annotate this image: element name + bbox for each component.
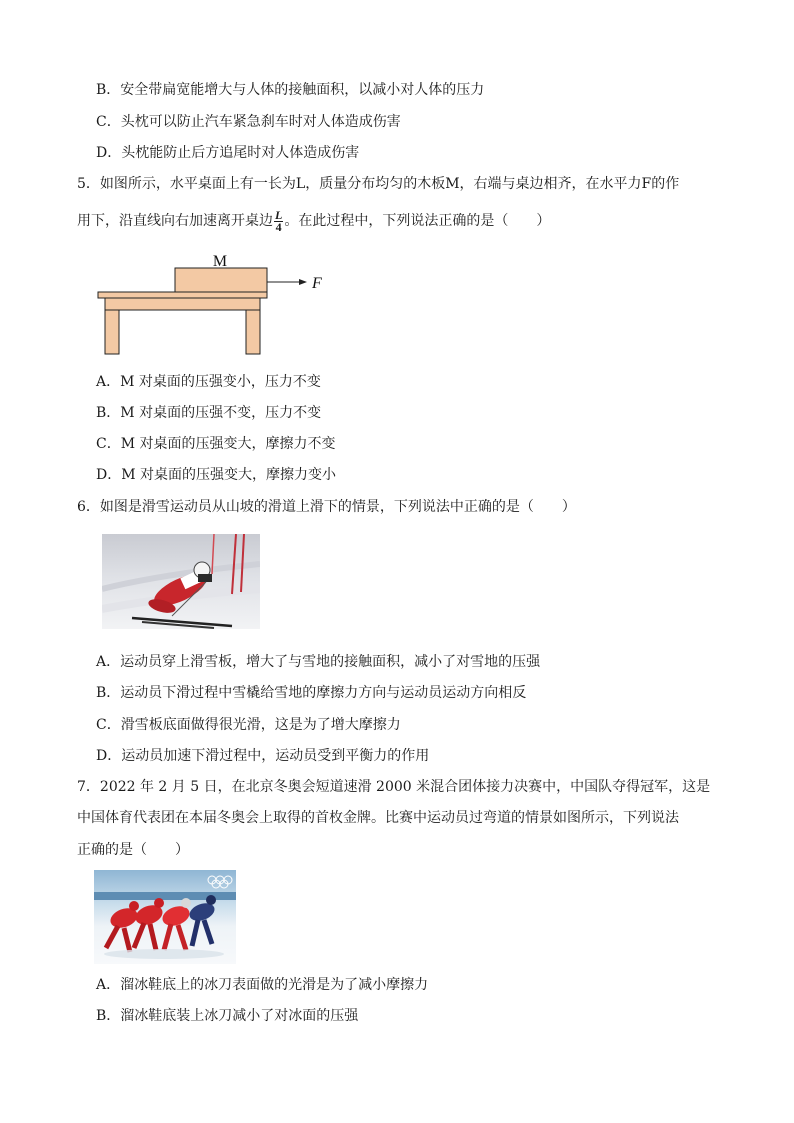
q6-option-a: A．运动员穿上滑雪板，增大了与雪地的接触面积，减小了对雪地的压强 xyxy=(96,654,541,670)
q4-option-b: B．安全带扁宽能增大与人体的接触面积，以减小对人体的压力 xyxy=(96,82,485,98)
q5-option-b: B．M 对桌面的压强不变，压力不变 xyxy=(96,405,322,421)
fraction-l-over-4 xyxy=(274,207,283,234)
q4-option-d: D．头枕能防止后方追尾时对人体造成伤害 xyxy=(96,145,360,161)
q7-stem-line2: 中国体育代表团在本届冬奥会上取得的首枚金牌。比赛中运动员过弯道的情景如图所示，下列说法 xyxy=(77,810,679,826)
board-m-label: M xyxy=(212,253,228,270)
speed-skating-photo xyxy=(94,870,236,964)
q6-option-d: D．运动员加速下滑过程中，运动员受到平衡力的作用 xyxy=(96,748,430,764)
force-arrowhead xyxy=(299,279,307,285)
q5-option-a: A．M 对桌面的压强变小，压力不变 xyxy=(96,374,321,390)
q7-stem-line3: 正确的是（ ） xyxy=(77,842,189,858)
q5-option-c: C．M 对桌面的压强变大，摩擦力不变 xyxy=(96,436,336,452)
q6-option-b: B．运动员下滑过程中雪橇给雪地的摩擦力方向与运动员运动方向相反 xyxy=(96,685,527,701)
board-m xyxy=(175,268,267,292)
q5-stem-line2 xyxy=(77,206,550,236)
q5-stem-line1: 5．如图所示，水平桌面上有一长为L，质量分布均匀的木板M，右端与桌边相齐，在水平力F的作 xyxy=(77,176,680,192)
q5-option-d: D．M 对桌面的压强变大，摩擦力变小 xyxy=(96,467,337,483)
q4-option-c: C．头枕可以防止汽车紧急刹车时对人体造成伤害 xyxy=(96,114,401,130)
q7-option-b: B．溜冰鞋底装上冰刀减小了对冰面的压强 xyxy=(96,1008,359,1024)
table-leg-right xyxy=(246,310,260,354)
q6-option-c: C．滑雪板底面做得很光滑，这是为了增大摩擦力 xyxy=(96,717,401,733)
tabletop xyxy=(98,292,267,298)
table-leg-left xyxy=(105,310,119,354)
skier-photo xyxy=(102,534,260,629)
fraction-numerator: L xyxy=(275,207,283,222)
q7-stem-line1: 7．2022 年 2 月 5 日，在北京冬奥会短道速滑 2000 米混合团体接力决赛中，中国队夺得冠军，这是 xyxy=(77,779,711,795)
force-label-f: F xyxy=(312,275,322,292)
q5-stem-line2-b: 。在此过程中，下列说法正确的是（ ） xyxy=(284,213,551,229)
table-board-diagram xyxy=(95,250,335,356)
fraction-denominator: 4 xyxy=(275,219,282,234)
table-apron xyxy=(105,298,260,310)
q7-option-a: A．溜冰鞋底上的冰刀表面做的光滑是为了减小摩擦力 xyxy=(96,977,429,993)
q6-stem: 6．如图是滑雪运动员从山坡的滑道上滑下的情景，下列说法中正确的是（ ） xyxy=(77,499,576,515)
q5-stem-line2-a: 用下，沿直线向右加速离开桌边 xyxy=(77,213,273,229)
